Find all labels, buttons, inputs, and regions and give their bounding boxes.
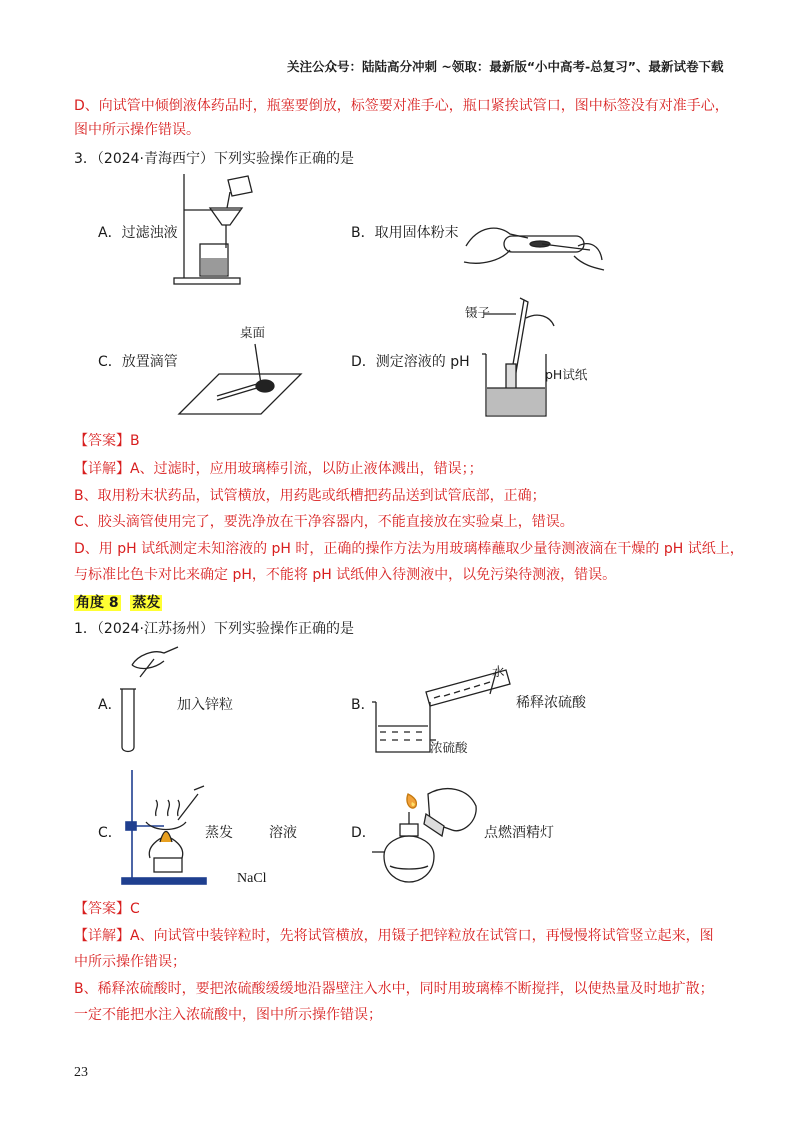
q1-figure-alcohol-lamp	[370, 784, 482, 890]
q3-detail-b: B、取用粉末状药品，试管横放，用药匙或纸槽把药品送到试管底部，正确；	[74, 488, 546, 504]
q3-label-desk: 桌面	[240, 325, 266, 340]
q3-answer-tag: 【答案】	[74, 433, 130, 449]
q1-option-d-text: 点燃酒精灯	[484, 825, 554, 841]
q1-option-b-text: 稀释浓硫酸	[516, 695, 586, 711]
q3-label-ph-paper: pH试纸	[545, 367, 588, 382]
prev-answer-line2: 图中所示操作错误。	[74, 122, 200, 138]
q1-option-a-text: 加入锌粒	[177, 697, 233, 713]
q3-option-a: A．过滤浊液	[98, 225, 178, 241]
q1-option-c-letter: C．	[98, 825, 122, 841]
q1-option-c-text2: 溶液	[269, 825, 297, 841]
q3-option-d: D．测定溶液的 pH	[351, 354, 470, 370]
q1-label-conc-acid: 浓硫酸	[430, 740, 468, 755]
q3-title: 3．（2024·青海西宁）下列实验操作正确的是	[74, 151, 354, 167]
q1-detail-a-text: A、向试管中装锌粒时，先将试管横放，用镊子把锌粒放在试管口，再慢慢将试管竖立起来，图	[130, 928, 714, 944]
q1-figure-evaporation	[120, 766, 210, 888]
q1-answer-tag: 【答案】	[74, 901, 130, 917]
q3-figure-dropper	[175, 340, 305, 420]
page-number: 23	[74, 1065, 88, 1080]
q3-detail-c: C、胶头滴管使用完了，要洗净放在干净容器内，不能直接放在实验桌上，错误。	[74, 514, 574, 530]
q1-detail-b-cont: 一定不能把水注入浓硫酸中，图中所示操作错误；	[74, 1007, 382, 1023]
q1-figure-dilute	[370, 668, 512, 758]
q1-detail-a-cont: 中所示操作错误；	[74, 954, 186, 970]
q3-detail-a	[74, 459, 483, 479]
section-heading	[74, 593, 162, 613]
prev-answer-line1: D、向试管中倾倒液体药品时，瓶塞要倒放，标签要对准手心，瓶口紧挨试管口，图中标签没有对准手心，	[74, 98, 729, 114]
page-header: 关注公众号：陆陆高分冲刺 ~领取：最新版“小中高考-总复习”、最新试卷下载	[287, 59, 724, 74]
q1-option-c-text1: 蒸发	[205, 825, 233, 841]
q3-detail-e: 与标准比色卡对比来确定 pH，不能将 pH 试纸伸入待测液中，以免污染待测液，错误。	[74, 567, 617, 583]
q1-option-b-letter: B．	[351, 697, 375, 713]
q1-answer-value: C	[130, 901, 140, 917]
q3-label-tweezers: 镊子	[465, 305, 491, 320]
q1-option-a-letter: A．	[98, 697, 122, 713]
q3-answer-value: B	[130, 433, 140, 449]
q3-figure-filtration	[170, 170, 260, 290]
q1-detail-b: B、稀释浓硫酸时，要把浓硫酸缓缓地沿器壁注入水中，同时用玻璃棒不断搅拌，以使热量及时地扩散；	[74, 981, 714, 997]
q1-title: 1．（2024·江苏扬州）下列实验操作正确的是	[74, 621, 354, 637]
q3-detail-d: D、用 pH 试纸测定未知溶液的 pH 时，正确的操作方法为用玻璃棒蘸取少量待测液滴在干燥的 pH 试纸上，	[74, 541, 744, 557]
q3-option-c: C．放置滴管	[98, 354, 178, 370]
q3-figure-powder	[458, 216, 608, 276]
q1-detail-tag: 【详解】	[74, 928, 130, 944]
q1-option-d-letter: D．	[351, 825, 376, 841]
section-label: 角度 8	[76, 595, 119, 611]
q1-option-c-sub: NaCl	[237, 871, 267, 886]
q1-figure-zinc	[118, 643, 182, 755]
q1-label-water: 水	[492, 664, 505, 679]
q1-answer	[74, 899, 140, 919]
q3-answer	[74, 431, 140, 451]
q3-figure-ph	[480, 292, 560, 424]
section-title: 蒸发	[132, 595, 161, 611]
q3-option-b: B．取用固体粉末	[351, 225, 459, 241]
q3-detail-tag: 【详解】	[74, 461, 130, 477]
q1-detail-a	[74, 926, 714, 946]
q3-detail-a-text: A、过滤时，应用玻璃棒引流，以防止液体溅出，错误；；	[130, 461, 483, 477]
